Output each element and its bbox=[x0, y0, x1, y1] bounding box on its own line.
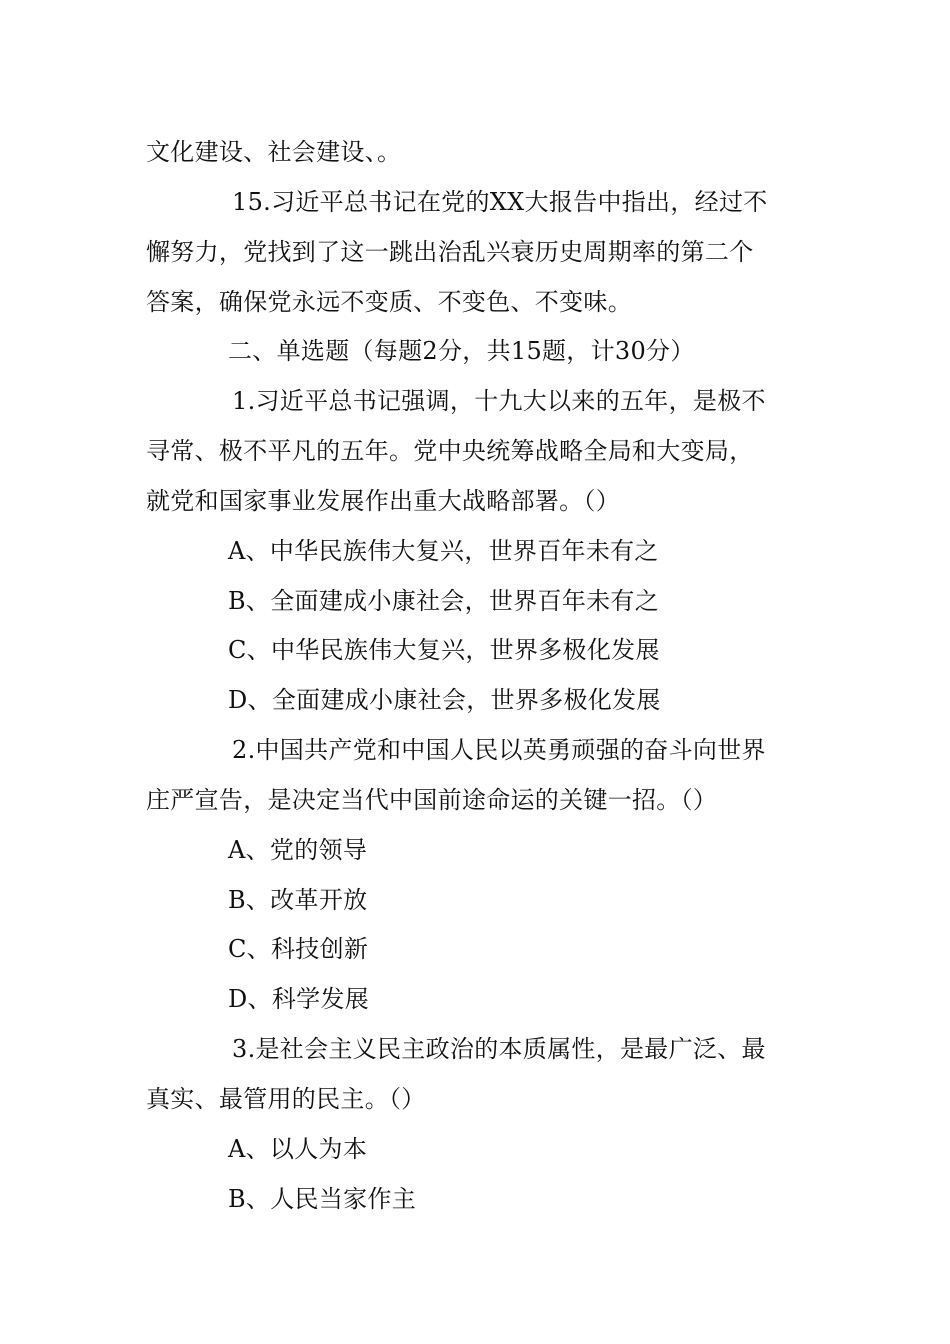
text-line-cultural-construction: 文化建设、社会建设、。 bbox=[146, 138, 402, 166]
question-15-line-3: 答案，确保党永远不变质、不变色、不变味。 bbox=[146, 288, 632, 316]
question-1-option-b: B、全面建成小康社会，世界百年未有之 bbox=[228, 587, 660, 615]
question-1-option-c: C、中华民族伟大复兴，世界多极化发展 bbox=[228, 636, 660, 664]
question-1-line-1: 1.习近平总书记强调，十九大以来的五年，是极不 bbox=[232, 387, 766, 415]
question-3-option-a: A、以人为本 bbox=[228, 1135, 368, 1163]
question-3-line-2: 真实、最管用的民主。（） bbox=[146, 1085, 426, 1113]
question-15-line-1: 15.习近平总书记在党的XX大报告中指出，经过不 bbox=[232, 188, 768, 216]
question-3-option-b: B、人民当家作主 bbox=[228, 1185, 417, 1213]
question-2-line-2: 庄严宣告，是决定当代中国前途命运的关键一招。（） bbox=[146, 786, 718, 814]
question-2-option-b: B、改革开放 bbox=[228, 886, 368, 914]
question-2-option-c: C、科技创新 bbox=[228, 935, 369, 963]
question-15-line-2: 懈努力，党找到了这一跳出治乱兴衰历史周期率的第二个 bbox=[146, 238, 754, 266]
question-2-line-1: 2.中国共产党和中国人民以英勇顽强的奋斗向世界 bbox=[232, 736, 766, 764]
section-heading-single-choice: 二、单选题（每题2分，共15题，计30分） bbox=[228, 337, 695, 365]
question-3-line-1: 3.是社会主义民主政治的本质属性，是最广泛、最 bbox=[232, 1035, 766, 1063]
question-2-option-a: A、党的领导 bbox=[228, 836, 368, 864]
question-1-option-d: D、全面建成小康社会，世界多极化发展 bbox=[228, 686, 661, 714]
question-2-option-d: D、科学发展 bbox=[228, 985, 370, 1013]
question-1-line-3: 就党和国家事业发展作出重大战略部署。（） bbox=[146, 487, 620, 515]
question-1-option-a: A、中华民族伟大复兴，世界百年未有之 bbox=[228, 537, 659, 565]
question-1-line-2: 寻常、极不平凡的五年。党中央统筹战略全局和大变局， bbox=[146, 437, 754, 465]
